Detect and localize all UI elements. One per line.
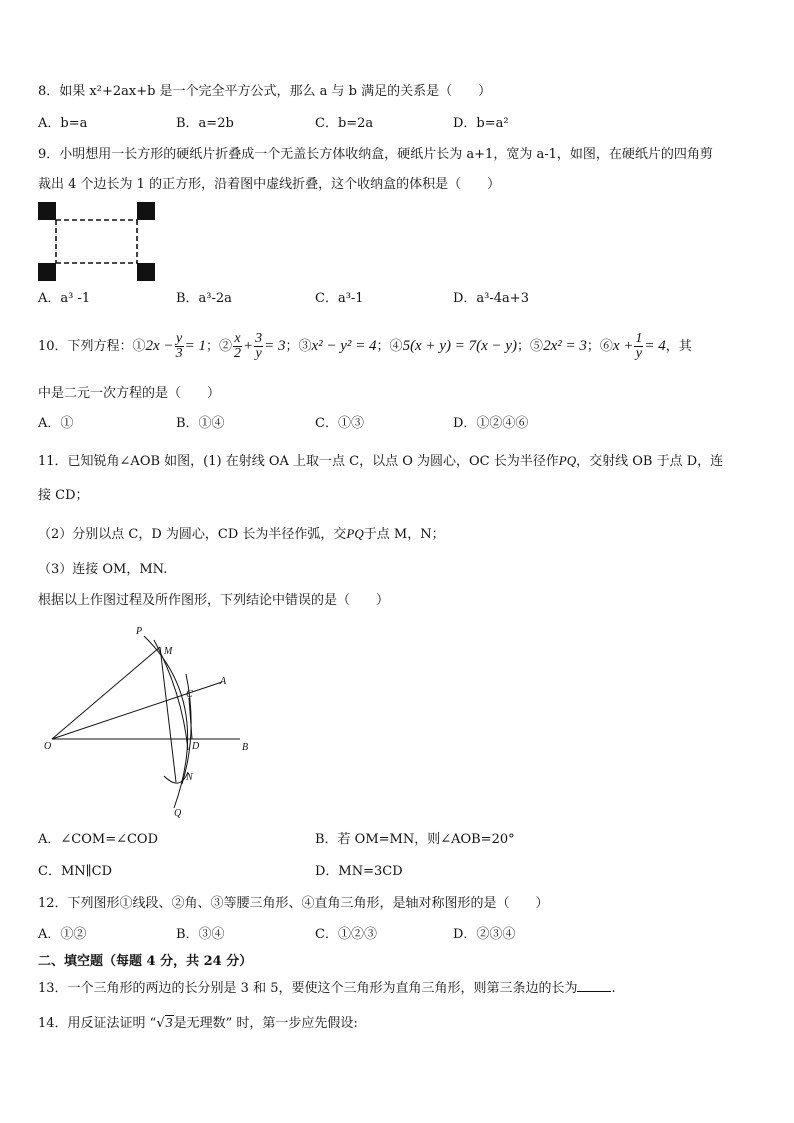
q11-line4: （3）连接 OM，MN. [38,562,168,577]
label-a: A [220,676,227,687]
eq1-left: 2x − [145,338,174,354]
label-d: D [192,741,200,752]
label-m: M [164,646,173,657]
sqrt-symbol: √ [156,1016,165,1031]
q12-option-b: B．③④ [176,927,225,942]
ray-oa [52,682,222,739]
label-c: C [186,689,193,700]
q10-line2: 中是二元一次方程的是（ ） [38,386,221,401]
eq2-fraction-a: $\frac{x}{2}$ [233,331,241,361]
q11-line2: 接 CD； [38,488,89,503]
q9-line2: 裁出 4 个边长为 1 的正方形，沿着图中虚线折叠，这个收纳盒的体积是（ ） [38,177,501,192]
eq1-fraction: $\frac{y}{3}$ [175,331,183,361]
corner-square-tr [137,202,155,220]
q12-stem: 12．下列图形①线段、②角、③等腰三角形、④直角三角形，是轴对称图形的是（ ） [38,896,549,911]
q12-option-c: C．①②③ [315,927,377,942]
label-b: B [242,742,249,753]
q9-option-a: A．a³ -1 [38,291,91,306]
q11-option-d: D．MN=3CD [315,864,403,879]
q8-option-a: A．b=a [38,116,88,131]
label-o: O [44,741,52,752]
sqrt-radicand: 3 [165,1016,173,1031]
q10-option-c: C．①③ [315,416,364,431]
q11-line1: 11．已知锐角∠AOB 如图，(1) 在射线 OA 上取一点 C，以点 O 为圆心，OC 长为半径作PQ，交射线 OB 于点 D，连 [38,453,724,469]
eq4: 5(x + y) = 7(x − y) [402,338,518,354]
eq3: x² − y² = 4 [311,338,377,354]
q8-option-c: C．b=2a [315,116,374,131]
q11-option-c: C．MN∥CD [38,864,113,879]
label-q: Q [174,808,182,819]
eq2-fraction-b: $\frac{3}{y}$ [255,331,263,361]
eq6-left: x + [612,338,634,354]
label-n: N [186,772,193,783]
arc-pq-2: PQ [346,526,364,541]
q11-line5: 根据以上作图过程及所作图形，下列结论中错误的是（ ） [38,593,390,608]
q12-option-d: D．②③④ [453,927,516,942]
q8-option-b: B．a=2b [176,116,234,131]
corner-square-bl [38,263,56,281]
q9-option-d: D．a³-4a+3 [453,291,529,306]
corner-square-tl [38,202,56,220]
q13-stem: 13．一个三角形的两边的长分别是 3 和 5，要使这个三角形为直角三角形，则第三条边的长为 . [38,981,616,996]
eq5: 2x² = 3 [543,338,587,354]
q9-line1: 9．小明想用一长方形的硬纸片折叠成一个无盖长方体收纳盒，硬纸片长为 a+1，宽为 a-1，如图，在硬纸片的四角剪 [38,147,713,162]
corner-square-br [137,263,155,281]
arc-pq-1: PQ [558,453,577,468]
q12-option-a: A．①② [38,927,87,942]
answer-blank [577,979,611,992]
ray-om [52,647,160,739]
q8-option-d: D．b=a² [453,116,509,131]
q14-stem: 14．用反证法证明 “√3是无理数” 时，第一步应先假设: [38,1016,358,1031]
section-title-fill-in: 二、填空题（每题 4 分，共 24 分） [38,954,253,969]
q11-construction-figure [36,622,266,822]
segment-mn [160,647,176,782]
q9-option-c: C．a³-1 [315,291,364,306]
q8-stem: 8．如果 x²+2ax+b 是一个完全平方公式，那么 a 与 b 满足的关系是（ ） [38,84,492,99]
q11-line3: （2）分别以点 C，D 为圆心，CD 长为半径作弧，交PQ于点 M，N； [38,526,445,542]
eq6-fraction: $\frac{1}{y}$ [635,331,643,361]
q11-option-b: B．若 OM=MN，则∠AOB=20° [315,832,515,847]
label-p: P [136,626,143,637]
q10-line1: 10．下列方程：①2x − $\frac{y}{3}$ = 1；② $\frac{x}{2}$ + $\frac{3}{y}$ = 3；③x² − y² = 4；④5(x + y) = 7(x − y)；⑤2x² = 3；⑥x + $\frac{1}{y}$ = 4，其 [38,331,692,361]
q9-folding-figure [36,200,160,284]
q10-option-a: A．① [38,416,74,431]
q10-option-b: B．①④ [176,416,225,431]
q10-option-d: D．①②④⑥ [453,416,529,431]
q9-option-b: B．a³-2a [176,291,232,306]
q11-option-a: A．∠COM=∠COD [38,832,159,847]
